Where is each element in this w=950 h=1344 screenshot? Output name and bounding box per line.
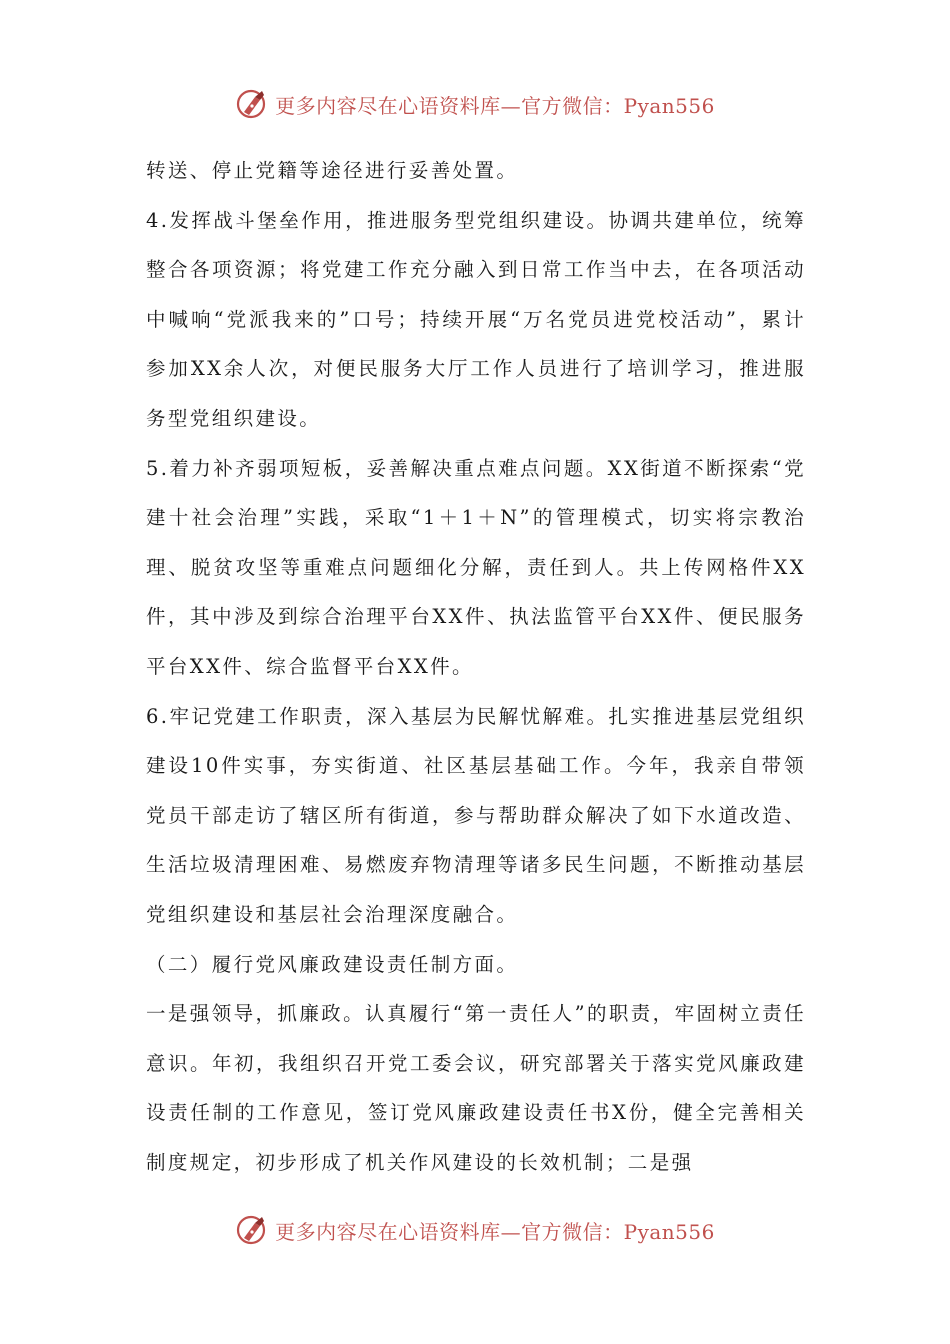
banner-text: 更多内容尽在心语资料库—官方微信：Pyan556 xyxy=(275,93,715,118)
pen-nib-logo-icon xyxy=(235,1213,269,1247)
footer-watermark-banner xyxy=(0,1208,950,1252)
document-body xyxy=(146,146,806,1187)
paragraph: 4.发挥战斗堡垒作用，推进服务型党组织建设。协调共建单位，统筹整合各项资源；将党建工作充分融入到日常工作当中去，在各项活动中喊响“党派我来的”口号；持续开展“万名党员进党校活动”，累计参加XX余人次，对便民服务大厅工作人员进行了培训学习，推进服务型党组织建设。 xyxy=(146,208,806,430)
banner-text: 更多内容尽在心语资料库—官方微信：Pyan556 xyxy=(275,1219,715,1244)
paragraph: 一是强领导，抓廉政。认真履行“第一责任人”的职责，牢固树立责任意识。年初，我组织召开党工委会议，研究部署关于落实党风廉政建设责任制的工作意见，签订党风廉政建设责任书X份，健全完善相关制度规定，初步形成了机关作风建设的长效机制；二是强 xyxy=(146,1002,806,1174)
section-heading: （二）履行党风廉政建设责任制方面。 xyxy=(146,952,519,976)
paragraph: 5.着力补齐弱项短板，妥善解决重点难点问题。XX街道不断探索“党建十社会治理”实践，采取“1＋1＋N”的管理模式，切实将宗教治理、脱贫攻坚等重难点问题细化分解，责任到人。共上传网格件XX件，其中涉及到综合治理平台XX件、执法监管平台XX件、便民服务平台XX件、综合监督平台XX件。 xyxy=(146,456,806,678)
pen-nib-logo-icon xyxy=(235,87,269,121)
paragraph: 6.牢记党建工作职责，深入基层为民解忧解难。扎实推进基层党组织建设10件实事，夯实街道、社区基层基础工作。今年，我亲自带领党员干部走访了辖区所有街道，参与帮助群众解决了如下水道改造、生活垃圾清理困难、易燃废弃物清理等诸多民生问题，不断推动基层党组织建设和基层社会治理深度融合。 xyxy=(146,704,806,926)
paragraph: 转送、停止党籍等途径进行妥善处置。 xyxy=(146,159,519,182)
header-watermark-banner xyxy=(0,82,950,126)
